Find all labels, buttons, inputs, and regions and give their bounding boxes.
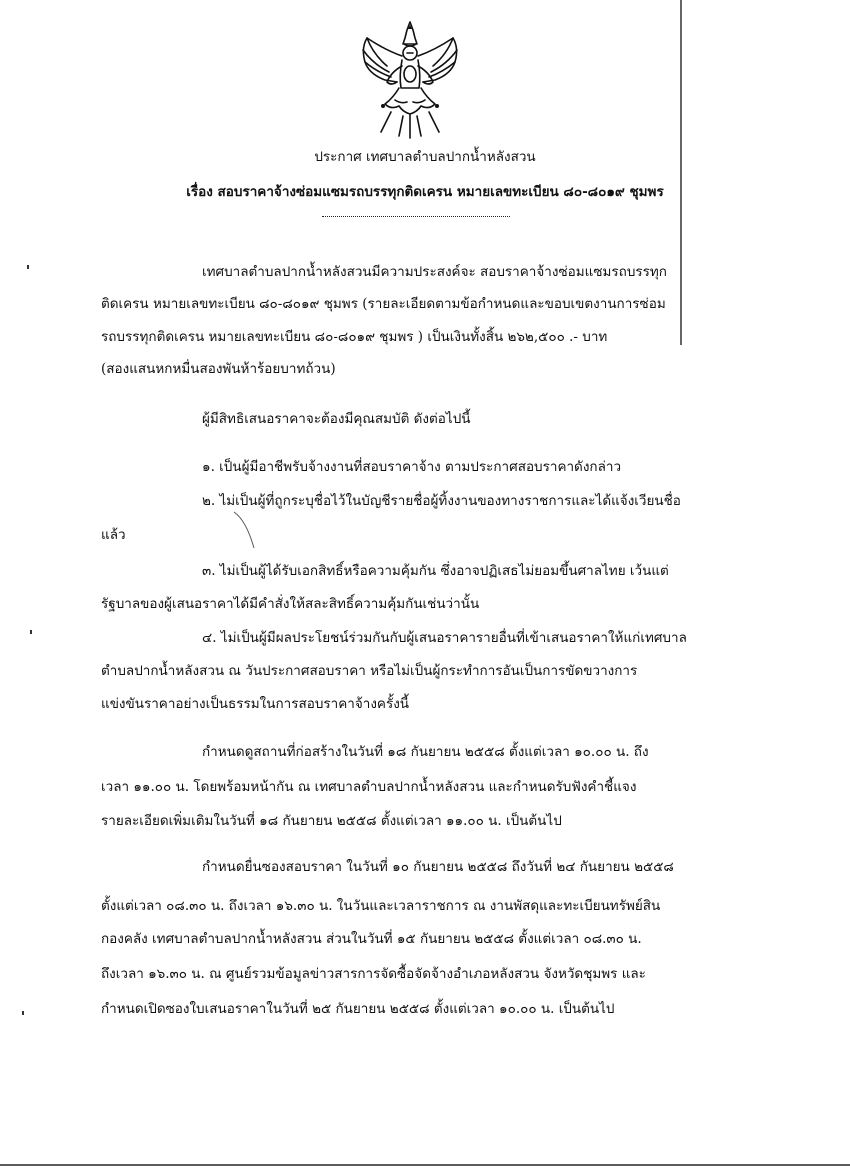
submission-line-4: ถึงเวลา ๑๖.๓๐ น. ณ ศูนย์รวมข้อมูลข่าวสารการจัดซื้อจัดจ้างอำเภอหลังสวน จังหวัดชุมพร และ (101, 966, 646, 982)
intro-line-3: รถบรรทุกติดเครน หมายเลขทะเบียน ๘๐-๘๐๑๙ ชุมพร ) เป็นเงินทั้งสิ้น ๒๖๒,๕๐๐ .- บาท (101, 329, 608, 345)
pen-mark (232, 510, 260, 550)
site-visit-line-3: รายละเอียดเพิ่มเติมในวันที่ ๑๘ กันยายน ๒๕๕๘ ตั้งแต่เวลา ๑๑.๐๐ น. เป็นต้นไป (101, 813, 562, 829)
scan-speck (30, 630, 32, 634)
site-visit-line-2: เวลา ๑๑.๐๐ น. โดยพร้อมหน้ากัน ณ เทศบาลตำบลปากน้ำหลังสวน และกำหนดรับฟังคำชี้แจง (101, 779, 637, 795)
qualification-3-line-1: ๓. ไม่เป็นผู้ได้รับเอกสิทธิ์หรือความคุ้มกัน ซึ่งอาจปฏิเสธไม่ยอมขึ้นศาลไทย เว้นแต่ (202, 563, 669, 579)
submission-line-3: กองคลัง เทศบาลตำบลปากน้ำหลังสวน ส่วนในวันที่ ๑๕ กันยายน ๒๕๕๘ ตั้งแต่เวลา ๐๘.๓๐ น. (101, 931, 642, 947)
announcement-subject: เรื่อง สอบราคาจ้างซ่อมแซมรถบรรทุกติดเครน หมายเลขทะเบียน ๘๐-๘๐๑๙ ชุมพร (186, 184, 664, 200)
qualification-2-line-2: แล้ว (101, 527, 126, 543)
qualification-1: ๑. เป็นผู้มีอาชีพรับจ้างงานที่สอบราคาจ้าง ตามประกาศสอบราคาดังกล่าว (202, 459, 622, 475)
qualification-2-line-1: ๒. ไม่เป็นผู้ที่ถูกระบุชื่อไว้ในบัญชีรายชื่อผู้ทิ้งงานของทางราชการและได้แจ้งเวียนชื่อ (202, 493, 681, 509)
submission-line-1: กำหนดยื่นซองสอบราคา ในวันที่ ๑๐ กันยายน ๒๕๕๘ ถึงวันที่ ๒๔ กันยายน ๒๕๕๘ (202, 859, 674, 875)
scan-artifact-line (680, 0, 682, 345)
garuda-emblem-icon (355, 20, 465, 140)
qualification-4-line-3: แข่งขันราคาอย่างเป็นธรรมในการสอบราคาจ้างครั้งนี้ (101, 696, 410, 712)
submission-line-2: ตั้งแต่เวลา ๐๘.๓๐ น. ถึงเวลา ๑๖.๓๐ น. ในวันและเวลาราชการ ณ งานพัสดุและทะเบียนทรัพย์สิน (101, 898, 661, 914)
site-visit-line-1: กำหนดดูสถานที่ก่อสร้างในวันที่ ๑๘ กันยายน ๒๕๕๘ ตั้งแต่เวลา ๑๐.๐๐ น. ถึง (202, 744, 649, 760)
intro-line-2: ติดเครน หมายเลขทะเบียน ๘๐-๘๐๑๙ ชุมพร (รายละเอียดตามข้อกำหนดและขอบเขตงานการซ่อม (101, 296, 666, 312)
scan-artifact-bottom-edge (0, 1164, 850, 1166)
intro-line-4: (สองแสนหกหมื่นสองพันห้าร้อยบาทถ้วน) (101, 361, 336, 377)
scan-speck (22, 1011, 24, 1015)
submission-line-5: กำหนดเปิดซองใบเสนอราคาในวันที่ ๒๕ กันยายน ๒๕๕๘ ตั้งแต่เวลา ๑๐.๐๐ น. เป็นต้นไป (101, 1001, 615, 1017)
qualification-4-line-1: ๔. ไม่เป็นผู้มีผลประโยชน์ร่วมกันกับผู้เสนอราคารายอื่นที่เข้าเสนอราคาให้แก่เทศบาล (202, 630, 687, 646)
announcement-title: ประกาศ เทศบาลตำบลปากน้ำหลังสวน (314, 149, 536, 165)
divider (322, 216, 510, 217)
qualification-4-line-2: ตำบลปากน้ำหลังสวน ณ วันประกาศสอบราคา หรือไม่เป็นผู้กระทำการอันเป็นการขัดขวางการ (101, 663, 638, 679)
intro-line-1: เทศบาลตำบลปากน้ำหลังสวนมีความประสงค์จะ สอบราคาจ้างซ่อมแซมรถบรรทุก (202, 264, 667, 280)
qualification-3-line-2: รัฐบาลของผู้เสนอราคาได้มีคำสั่งให้สละสิทธิ์ความคุ้มกันเช่นว่านั้น (101, 596, 480, 612)
scan-speck (27, 265, 29, 269)
qualifications-heading: ผู้มีสิทธิเสนอราคาจะต้องมีคุณสมบัติ ดังต่อไปนี้ (202, 411, 471, 427)
